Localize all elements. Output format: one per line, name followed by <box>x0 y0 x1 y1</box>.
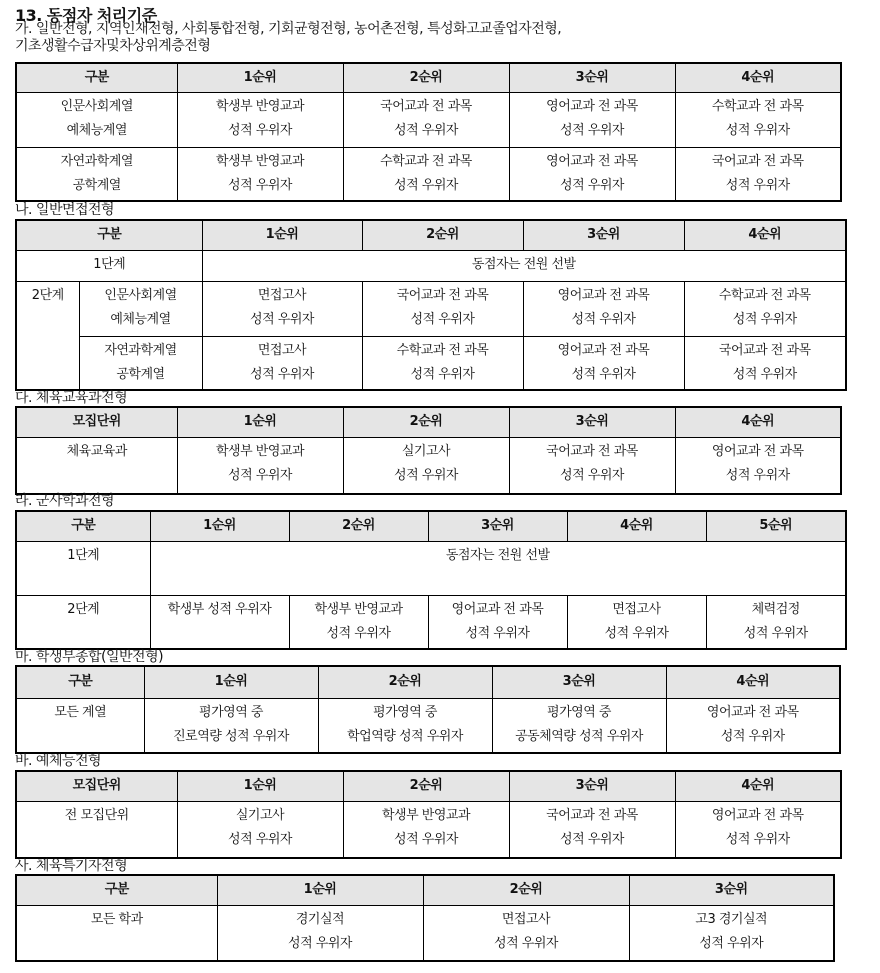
tie-break-table <box>15 406 842 495</box>
table-cell: 학생부 반영교과 성적 우위자 <box>343 801 509 858</box>
table-cell: 실기고사 성적 우위자 <box>343 437 509 494</box>
table-row <box>16 92 841 147</box>
column-header: 3순위 <box>629 875 834 905</box>
table-cell: 영어교과 전 과목 성적 우위자 <box>509 92 675 147</box>
header-row <box>16 666 840 698</box>
column-header: 3순위 <box>509 63 675 92</box>
column-header: 4순위 <box>684 220 846 250</box>
section-title: 마. 학생부종합(일반전형) <box>15 649 164 665</box>
column-header: 2순위 <box>362 220 523 250</box>
column-header: 3순위 <box>523 220 684 250</box>
section-title: 바. 예체능전형 <box>15 753 102 769</box>
header-row <box>16 407 841 437</box>
column-header: 2순위 <box>343 771 509 801</box>
table-cell: 수학교과 전 과목 성적 우위자 <box>362 336 523 390</box>
table-row <box>16 281 846 336</box>
tie-break-table <box>15 62 842 202</box>
column-header: 4순위 <box>675 407 841 437</box>
column-header: 2순위 <box>423 875 629 905</box>
column-header: 2순위 <box>289 511 428 541</box>
table-cell: 수학교과 전 과목 성적 우위자 <box>675 92 841 147</box>
table-cell: 체력검정 성적 우위자 <box>706 595 846 649</box>
table-cell: 수학교과 전 과목 성적 우위자 <box>343 147 509 201</box>
tie-break-table <box>15 219 847 391</box>
table-cell: 국어교과 전 과목 성적 우위자 <box>362 281 523 336</box>
column-header: 1순위 <box>202 220 362 250</box>
table-row <box>16 595 846 649</box>
tie-break-table <box>15 874 835 962</box>
table-cell: 평가영역 중 공동체역량 성적 우위자 <box>492 698 666 753</box>
table-cell: 영어교과 전 과목 성적 우위자 <box>523 281 684 336</box>
table-cell: 영어교과 전 과목 성적 우위자 <box>428 595 567 649</box>
table-cell: 1단계 <box>16 541 150 595</box>
table-cell: 면접고사 성적 우위자 <box>567 595 706 649</box>
table-cell: 면접고사 성적 우위자 <box>423 905 629 961</box>
column-header: 구분 <box>16 666 144 698</box>
column-header: 2순위 <box>343 407 509 437</box>
table-cell: 2단계 <box>16 281 79 390</box>
table-cell: 학생부 성적 우위자 <box>150 595 289 649</box>
column-header: 3순위 <box>509 407 675 437</box>
table-cell: 영어교과 전 과목 성적 우위자 <box>509 147 675 201</box>
table-row <box>16 250 846 281</box>
section-title: 다. 체육교육과전형 <box>15 390 128 406</box>
column-header: 모집단위 <box>16 407 177 437</box>
header-row <box>16 511 846 541</box>
table-cell: 국어교과 전 과목 성적 우위자 <box>509 437 675 494</box>
table-cell: 면접고사 성적 우위자 <box>202 336 362 390</box>
column-header: 4순위 <box>567 511 706 541</box>
column-header: 4순위 <box>675 63 841 92</box>
table-cell: 동점자는 전원 선발 <box>202 250 846 281</box>
table-cell: 모든 계열 <box>16 698 144 753</box>
table-cell: 자연과학계열 공학계열 <box>79 336 202 390</box>
header-row <box>16 771 841 801</box>
column-header: 2순위 <box>343 63 509 92</box>
column-header: 구분 <box>16 220 202 250</box>
table-cell: 평가영역 중 학업역량 성적 우위자 <box>318 698 492 753</box>
table-cell: 영어교과 전 과목 성적 우위자 <box>523 336 684 390</box>
column-header: 4순위 <box>666 666 840 698</box>
table-row <box>16 698 840 753</box>
table-cell: 학생부 반영교과 성적 우위자 <box>177 147 343 201</box>
tie-break-table <box>15 770 842 859</box>
column-header: 모집단위 <box>16 771 177 801</box>
section-title: 나. 일반면접전형 <box>15 202 115 218</box>
column-header: 1순위 <box>177 63 343 92</box>
table-cell: 국어교과 전 과목 성적 우위자 <box>684 336 846 390</box>
table-cell: 실기고사 성적 우위자 <box>177 801 343 858</box>
column-header: 2순위 <box>318 666 492 698</box>
table-cell: 영어교과 전 과목 성적 우위자 <box>675 801 841 858</box>
table-cell: 평가영역 중 진로역량 성적 우위자 <box>144 698 318 753</box>
table-cell: 학생부 반영교과 성적 우위자 <box>177 437 343 494</box>
table-cell: 동점자는 전원 선발 <box>150 541 846 595</box>
column-header: 1순위 <box>144 666 318 698</box>
table-cell: 인문사회계열 예체능계열 <box>79 281 202 336</box>
table-cell: 학생부 반영교과 성적 우위자 <box>289 595 428 649</box>
column-header: 1순위 <box>150 511 289 541</box>
table-cell: 국어교과 전 과목 성적 우위자 <box>675 147 841 201</box>
table-cell: 체육교육과 <box>16 437 177 494</box>
table-cell: 1단계 <box>16 250 202 281</box>
table-row <box>16 147 841 201</box>
table-cell: 수학교과 전 과목 성적 우위자 <box>684 281 846 336</box>
column-header: 4순위 <box>675 771 841 801</box>
column-header: 구분 <box>16 63 177 92</box>
table-row <box>16 905 834 961</box>
table-cell: 국어교과 전 과목 성적 우위자 <box>509 801 675 858</box>
column-header: 3순위 <box>428 511 567 541</box>
header-row <box>16 63 841 92</box>
column-header: 구분 <box>16 875 217 905</box>
table-cell: 면접고사 성적 우위자 <box>202 281 362 336</box>
table-cell: 인문사회계열 예체능계열 <box>16 92 177 147</box>
table-cell: 자연과학계열 공학계열 <box>16 147 177 201</box>
column-header: 1순위 <box>217 875 423 905</box>
table-cell: 국어교과 전 과목 성적 우위자 <box>343 92 509 147</box>
column-header: 1순위 <box>177 407 343 437</box>
header-row <box>16 220 846 250</box>
table-row <box>16 437 841 494</box>
table-row <box>16 801 841 858</box>
section-title: 라. 군사학과전형 <box>15 493 115 509</box>
table-row <box>16 541 846 595</box>
table-cell: 모든 학과 <box>16 905 217 961</box>
section-ga-title: 가. 일반전형, 지역인재전형, 사회통합전형, 기회균형전형, 농어촌전형, 특성화고교졸업자전형, 기초생활수급자및차상위계층전형 <box>15 21 562 54</box>
table-cell: 2단계 <box>16 595 150 649</box>
table-row <box>16 336 846 390</box>
table-cell: 경기실적 성적 우위자 <box>217 905 423 961</box>
table-cell: 영어교과 전 과목 성적 우위자 <box>666 698 840 753</box>
tie-break-table <box>15 665 841 754</box>
header-row <box>16 875 834 905</box>
column-header: 1순위 <box>177 771 343 801</box>
tie-break-table <box>15 510 847 650</box>
column-header: 5순위 <box>706 511 846 541</box>
table-cell: 학생부 반영교과 성적 우위자 <box>177 92 343 147</box>
table-cell: 영어교과 전 과목 성적 우위자 <box>675 437 841 494</box>
column-header: 구분 <box>16 511 150 541</box>
section-title: 사. 체육특기자전형 <box>15 858 128 874</box>
column-header: 3순위 <box>509 771 675 801</box>
page-heading: 13. 동점자 처리기준 <box>15 6 157 25</box>
table-cell: 고3 경기실적 성적 우위자 <box>629 905 834 961</box>
column-header: 3순위 <box>492 666 666 698</box>
table-cell: 전 모집단위 <box>16 801 177 858</box>
